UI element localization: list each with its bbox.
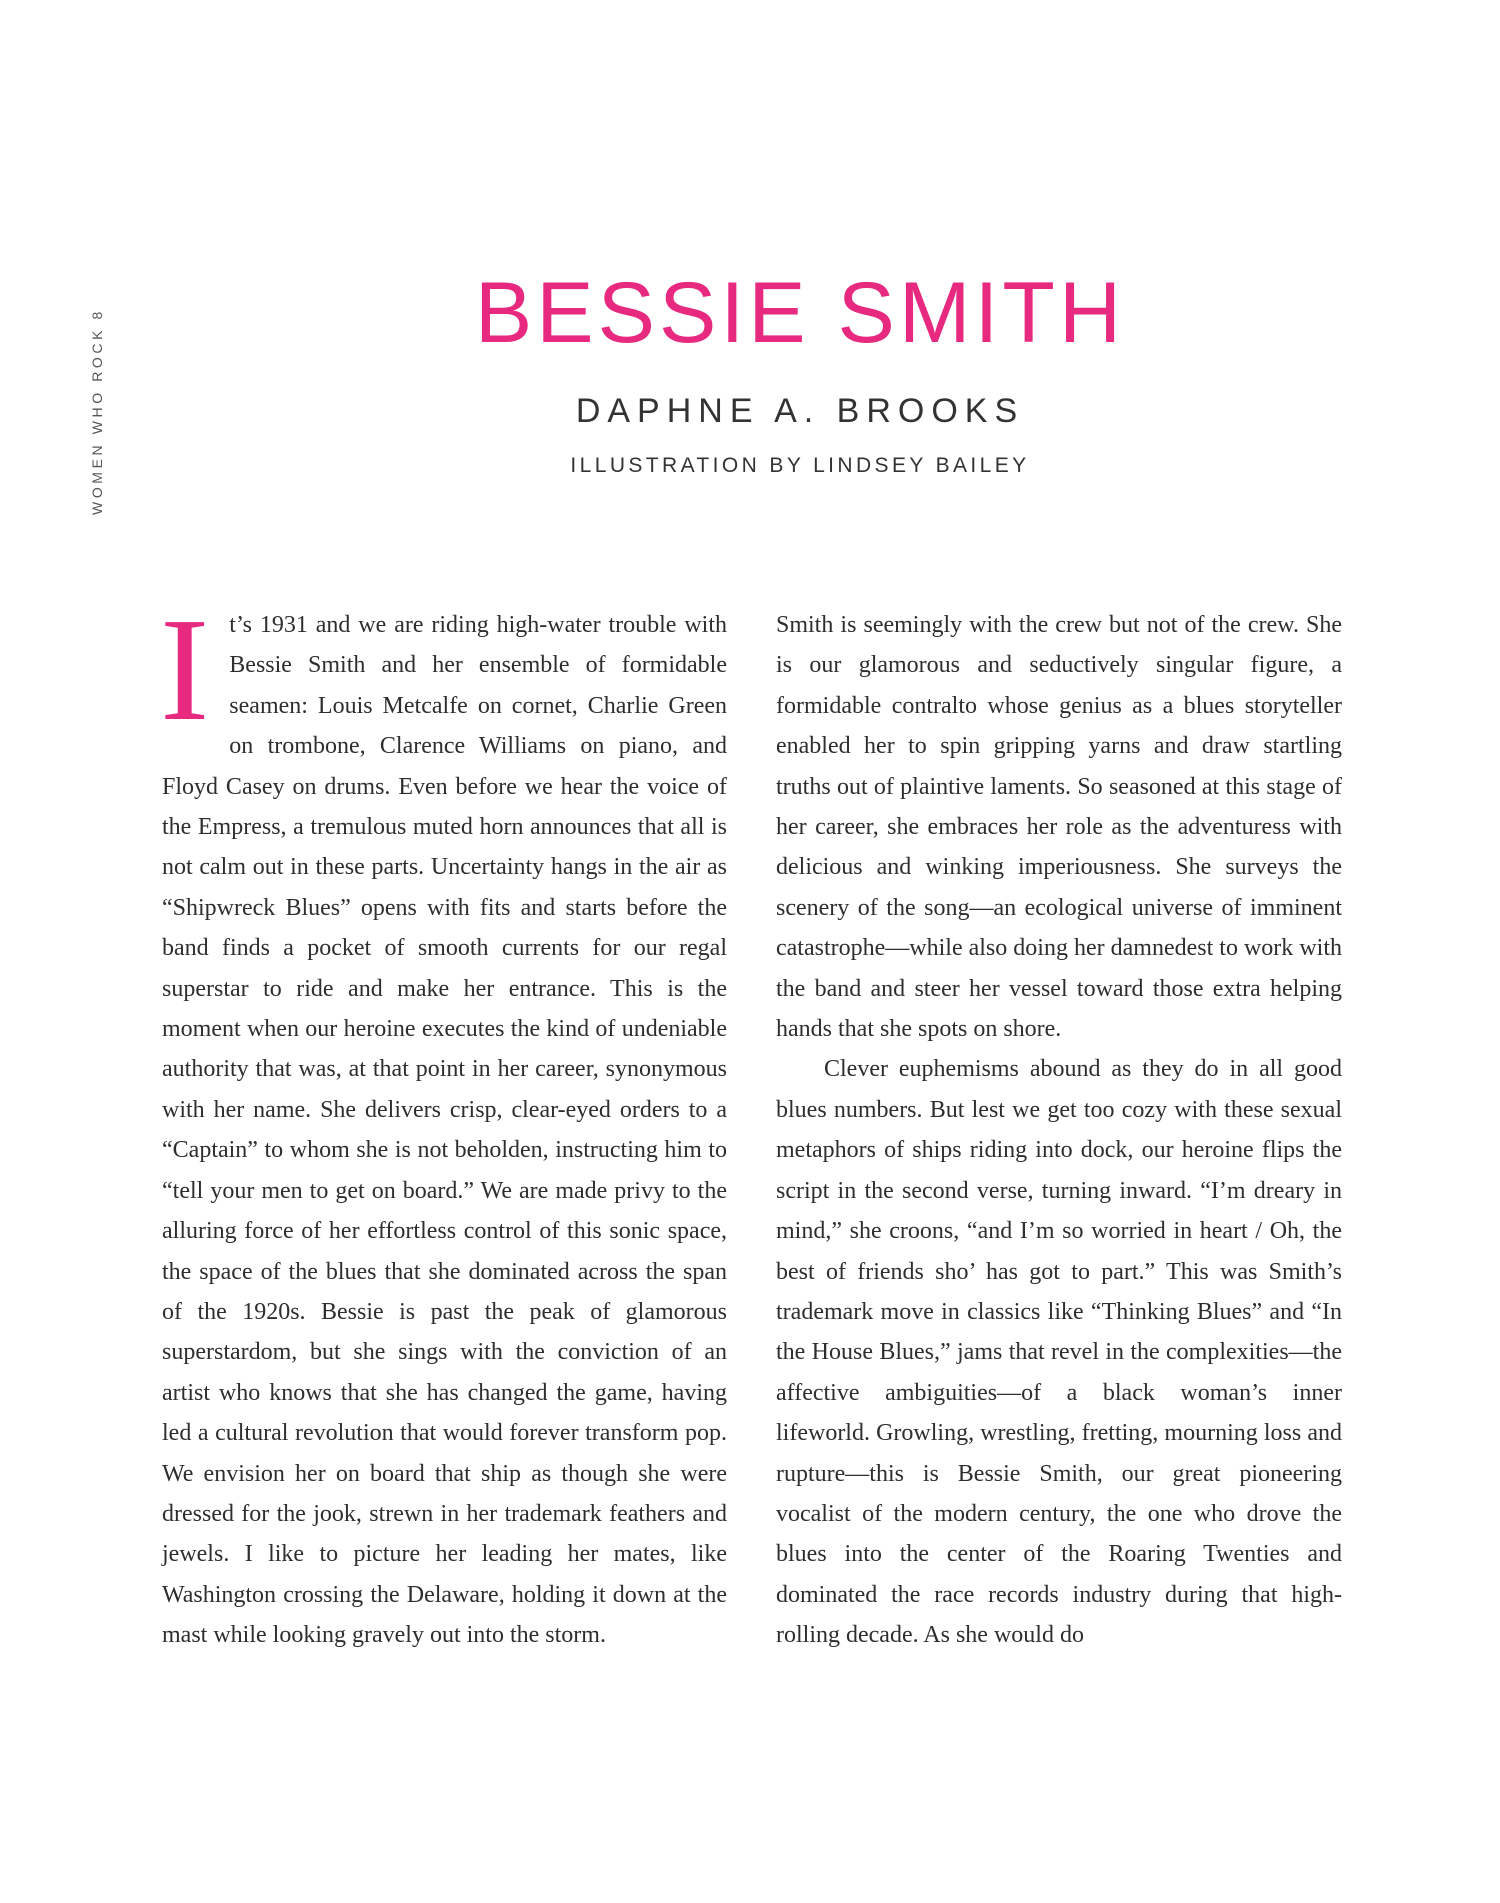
author-name: DAPHNE A. BROOKS [575, 392, 1025, 430]
drop-cap: I [160, 588, 210, 752]
body-paragraph: Clever euphemisms abound as they do in all good blues numbers. But lest we get too cozy with these sexual metaphors of ships riding into dock, our heroine flips the script in the second verse, turning inward. “I’m dreary in mind,” she croons, “and I’m so worried in heart / Oh, the best of friends sho’ has got to part.” This was Smith’s trademark move in classics like “Thinking Blues” and “In the House Blues,” jams that revel in the complexities—the affective ambiguities—of a black woman’s inner lifeworld. Growling, wrestling, fretting, mourning loss and rupture—this is Bessie Smith, our great pioneering vocalist of the modern century, the one who drove the blues into the center of the Roaring Twenties and dominated the race records industry during that high-rolling decade. As she would do [776, 1056, 1342, 1649]
text-column-right [776, 605, 1342, 1656]
body-paragraph [160, 588, 727, 1656]
illustration-credit: ILLUSTRATION BY LINDSEY BAILEY [570, 454, 1030, 477]
body-paragraph: Smith is seemingly with the crew but not of the crew. She is our glamorous and seductively singular figure, a formidable contralto whose genius as a blues storyteller enabled her to spin gripping yarns and draw startling truths out of plaintive laments. So seasoned at this stage of her career, she embraces her role as the adventuress with delicious and winking imperiousness. She surveys the scenery of the song—an ecological universe of imminent catastrophe—while also doing her damnedest to work with the band and steer her vessel toward those extra helping hands that she spots on shore. [776, 612, 1342, 1043]
running-head-text: WOMEN WHO ROCK 8 [89, 308, 105, 515]
chapter-title: BESSIE SMITH [474, 265, 1126, 361]
text-column-left [160, 588, 727, 1656]
paragraph-text: t’s 1931 and we are riding high-water trouble with Bessie Smith and her ensemble of formidable seamen: Louis Metcalfe on cornet, Charlie Green on trombone, Clarence Williams on piano, and Floyd Casey on drums. Even before we hear the voice of the Empress, a tremulous muted horn announces that all is not calm out in these parts. Uncertainty hangs in the air as “Shipwreck Blues” opens with fits and starts before the band finds a pocket of smooth currents for our regal superstar to ride and make her entrance. This is the moment when our heroine executes the kind of undeniable authority that was, at that point in her career, synonymous with her name. She delivers crisp, clear-eyed orders to a “Captain” to whom she is not beholden, instructing him to “tell your men to get on board.” We are made privy to the alluring force of her effortless control of this sonic space, the space of the blues that she dominated across the span of the 1920s. Bessie is past the peak of glamorous superstardom, but she sings with the conviction of an artist who knows that she has changed the game, having led a cultural revolution that would forever transform pop. We envision her on board that ship as though she were dressed for the jook, strewn in her trademark feathers and jewels. I like to picture her leading her mates, like Washington crossing the Delaware, holding it down at the mast while looking gravely out into the storm. [162, 612, 727, 1649]
